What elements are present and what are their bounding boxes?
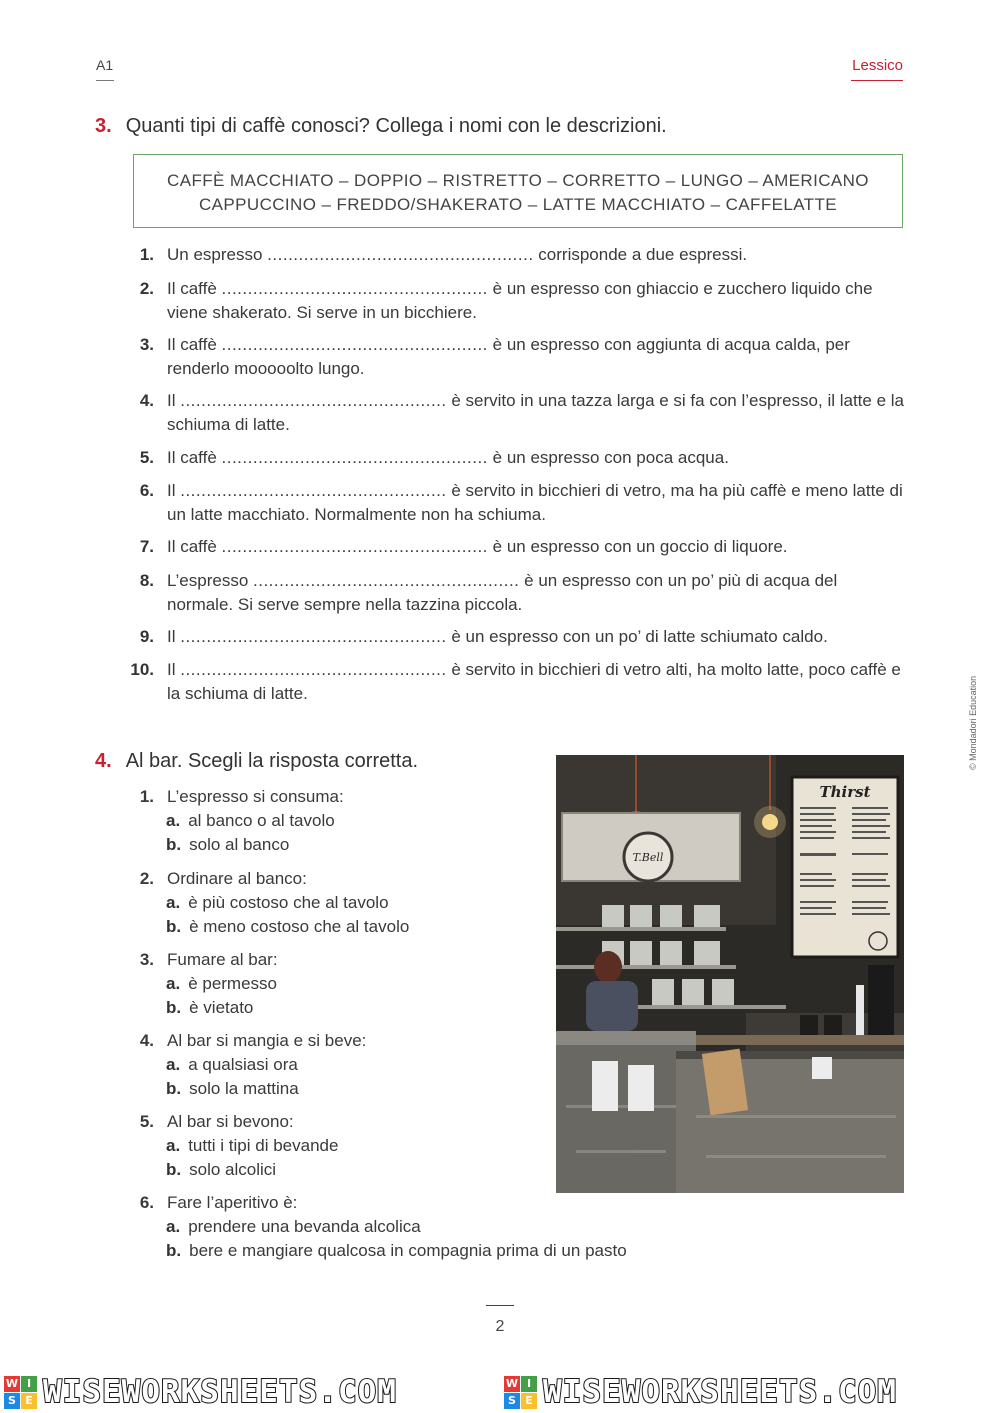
exercise-4-title: [95, 750, 418, 773]
item-number: 9.: [139, 627, 154, 646]
item-text: [167, 389, 904, 437]
answer-option-b[interactable]: [166, 996, 253, 1020]
answer-blank[interactable]: ...................................................: [180, 627, 447, 646]
item-text: [167, 569, 904, 617]
cafe-logo-text: T.Bell: [632, 851, 664, 864]
item-number: 8.: [139, 571, 154, 590]
item-text: [167, 625, 904, 649]
answer-option-a[interactable]: [166, 972, 277, 996]
item-number: 2.: [139, 279, 154, 298]
answer-blank[interactable]: ...................................................: [180, 481, 447, 500]
option-label: b.: [166, 917, 182, 936]
level-underline: [96, 80, 114, 81]
item-text-after: è un espresso con aggiunta di acqua calda, per renderlo mooooolto lungo.: [167, 335, 850, 378]
option-text: è meno costoso che al tavolo: [189, 917, 410, 936]
question-number: 4.: [139, 1031, 154, 1050]
answer-option-a[interactable]: [166, 891, 389, 915]
item-text-before: Il caffè: [167, 335, 217, 354]
question-text: Fumare al bar:: [167, 950, 278, 969]
item-text-after: è un espresso con un goccio di liquore.: [492, 537, 788, 556]
question-text: Ordinare al banco:: [167, 869, 307, 888]
option-text: al banco o al tavolo: [188, 811, 335, 830]
option-text: a qualsiasi ora: [188, 1055, 298, 1074]
option-text: solo alcolici: [189, 1160, 277, 1179]
option-text: bere e mangiare qualcosa in compagnia prima di un pasto: [189, 1241, 627, 1260]
item-text-after: è un espresso con un po’ di latte schiumato caldo.: [451, 627, 828, 646]
item-number: 10.: [130, 660, 154, 679]
exercise-3-title: [95, 115, 667, 138]
item-text-before: Il caffè: [167, 279, 217, 298]
option-label: a.: [166, 974, 181, 993]
exercise-4-number: 4.: [95, 750, 112, 772]
item-text-before: Il: [167, 627, 176, 646]
exercise-3-number: 3.: [95, 115, 112, 137]
page-number: 2: [495, 1318, 505, 1335]
answer-blank[interactable]: ...................................................: [221, 279, 488, 298]
watermark-left: [4, 1372, 397, 1412]
answer-option-b[interactable]: [166, 915, 409, 939]
item-text-after: è servito in bicchieri di vetro alti, ha molto latte, poco caffè e la schiuma di latte.: [167, 660, 901, 703]
item-text-before: Il: [167, 660, 176, 679]
item-text-after: è servito in una tazza larga e si fa con l’espresso, il latte e la schiuma di latte.: [167, 391, 904, 434]
logo-letter: W: [505, 1377, 519, 1390]
word-box-line-2: CAPPUCCINO – FREDDO/SHAKERATO – LATTE MACCHIATO – CAFFELATTE: [199, 195, 837, 214]
item-text-after: è un espresso con poca acqua.: [492, 448, 729, 467]
word-box: [133, 154, 903, 228]
answer-blank[interactable]: ...................................................: [180, 391, 447, 410]
option-label: b.: [166, 835, 182, 854]
question-number: 1.: [139, 787, 154, 806]
logo-letter: E: [521, 1393, 537, 1409]
option-label: a.: [166, 1136, 181, 1155]
exercise-3-item: [120, 389, 910, 437]
item-number: 4.: [139, 391, 154, 410]
exercise-3-item: [120, 658, 910, 706]
exercise-4-title-text: Al bar. Scegli la risposta corretta.: [125, 750, 419, 772]
question-text: Fare l’aperitivo è:: [167, 1193, 298, 1212]
logo-letter: S: [4, 1393, 20, 1409]
item-text-before: Il caffè: [167, 537, 217, 556]
exercise-3-item: [120, 333, 910, 381]
item-text: [167, 243, 904, 267]
item-text-before: Un espresso: [167, 245, 263, 264]
item-text: [167, 277, 904, 325]
exercise-3-item: [120, 479, 910, 527]
exercise-3-item: [120, 446, 910, 470]
answer-blank[interactable]: ...................................................: [221, 448, 488, 467]
option-label: a.: [166, 1055, 181, 1074]
menu-title: Thirst: [819, 783, 871, 801]
logo-letter: E: [21, 1393, 37, 1409]
option-text: è più costoso che al tavolo: [188, 893, 389, 912]
item-text-after: è un espresso con ghiaccio e zucchero liquido che viene shakerato. Si serve in un bicchiere.: [167, 279, 873, 322]
answer-option-b[interactable]: [166, 1239, 627, 1263]
option-label: a.: [166, 893, 181, 912]
word-box-line-1: CAFFÈ MACCHIATO – DOPPIO – RISTRETTO – CORRETTO – LUNGO – AMERICANO: [167, 171, 869, 190]
item-number: 6.: [139, 481, 154, 500]
item-text-before: Il: [167, 481, 176, 500]
answer-option-a[interactable]: [166, 1215, 421, 1239]
item-text: [167, 446, 904, 470]
item-number: 3.: [139, 335, 154, 354]
question-number: 6.: [139, 1193, 154, 1212]
item-text-after: corrisponde a due espressi.: [538, 245, 748, 264]
answer-option-a[interactable]: [166, 1134, 338, 1158]
answer-option-b[interactable]: [166, 1077, 299, 1101]
logo-letter: W: [5, 1377, 19, 1390]
question-text: Al bar si mangia e si beve:: [167, 1031, 367, 1050]
watermark-text: WISEWORKSHEETS.COM: [543, 1374, 897, 1410]
section-underline: [851, 80, 903, 81]
item-number: 1.: [139, 245, 154, 264]
exercise-3-item: [120, 243, 910, 267]
item-text-after: è servito in bicchieri di vetro, ma ha più caffè e meno latte di un latte macchiato. Normalmente non ha schiuma.: [167, 481, 903, 524]
item-text: [167, 658, 904, 706]
logo-letter: S: [504, 1393, 520, 1409]
option-text: è vietato: [189, 998, 254, 1017]
question-number: 5.: [139, 1112, 154, 1131]
item-number: 5.: [139, 448, 154, 467]
option-label: a.: [166, 1217, 181, 1236]
copyright-credit: © Mondadori Education: [968, 675, 978, 770]
exercise-3-title-text: Quanti tipi di caffè conosci? Collega i nomi con le descrizioni.: [125, 115, 667, 137]
answer-blank[interactable]: ...................................................: [221, 537, 488, 556]
exercise-3-item: [120, 277, 910, 325]
exercise-3-item: [120, 535, 910, 559]
level-label: A1: [96, 57, 114, 73]
option-label: b.: [166, 1079, 182, 1098]
option-text: solo al banco: [189, 835, 290, 854]
answer-option-b[interactable]: [166, 833, 289, 857]
watermark-logo-icon: [504, 1376, 537, 1409]
logo-letter: I: [521, 1376, 537, 1392]
option-label: b.: [166, 1241, 182, 1260]
watermark-logo-icon: [4, 1376, 37, 1409]
option-text: è permesso: [188, 974, 278, 993]
answer-blank[interactable]: ...................................................: [180, 660, 447, 679]
answer-blank[interactable]: ...................................................: [253, 571, 520, 590]
section-label: Lessico: [852, 57, 903, 74]
answer-option-a[interactable]: [166, 809, 335, 833]
item-text: [167, 333, 904, 381]
option-text: tutti i tipi di bevande: [188, 1136, 339, 1155]
exercise-3-item: [120, 569, 910, 617]
item-text: [167, 535, 904, 559]
cafe-photo: [556, 755, 904, 1193]
option-label: b.: [166, 998, 182, 1017]
exercise-4-question: [120, 1191, 680, 1215]
question-number: 3.: [139, 950, 154, 969]
page-number-line: [486, 1305, 514, 1306]
question-text: Al bar si bevono:: [167, 1112, 294, 1131]
item-text-before: L’espresso: [167, 571, 249, 590]
item-text-after: è un espresso con un po’ più di acqua del normale. Si serve sempre nella tazzina piccola.: [167, 571, 838, 614]
item-text-before: Il caffè: [167, 448, 217, 467]
item-text: [167, 479, 904, 527]
item-number: 7.: [139, 537, 154, 556]
exercise-3-item: [120, 625, 910, 649]
question-number: 2.: [139, 869, 154, 888]
watermark-text: WISEWORKSHEETS.COM: [43, 1374, 397, 1410]
answer-blank[interactable]: ...................................................: [267, 245, 534, 264]
option-label: a.: [166, 811, 181, 830]
option-text: solo la mattina: [189, 1079, 299, 1098]
option-text: prendere una bevanda alcolica: [188, 1217, 421, 1236]
question-text: L’espresso si consuma:: [167, 787, 344, 806]
logo-letter: I: [21, 1376, 37, 1392]
item-text-before: Il: [167, 391, 176, 410]
answer-blank[interactable]: ...................................................: [221, 335, 488, 354]
answer-option-b[interactable]: [166, 1158, 276, 1182]
answer-option-a[interactable]: [166, 1053, 298, 1077]
option-label: b.: [166, 1160, 182, 1179]
watermark-right: [504, 1372, 897, 1412]
